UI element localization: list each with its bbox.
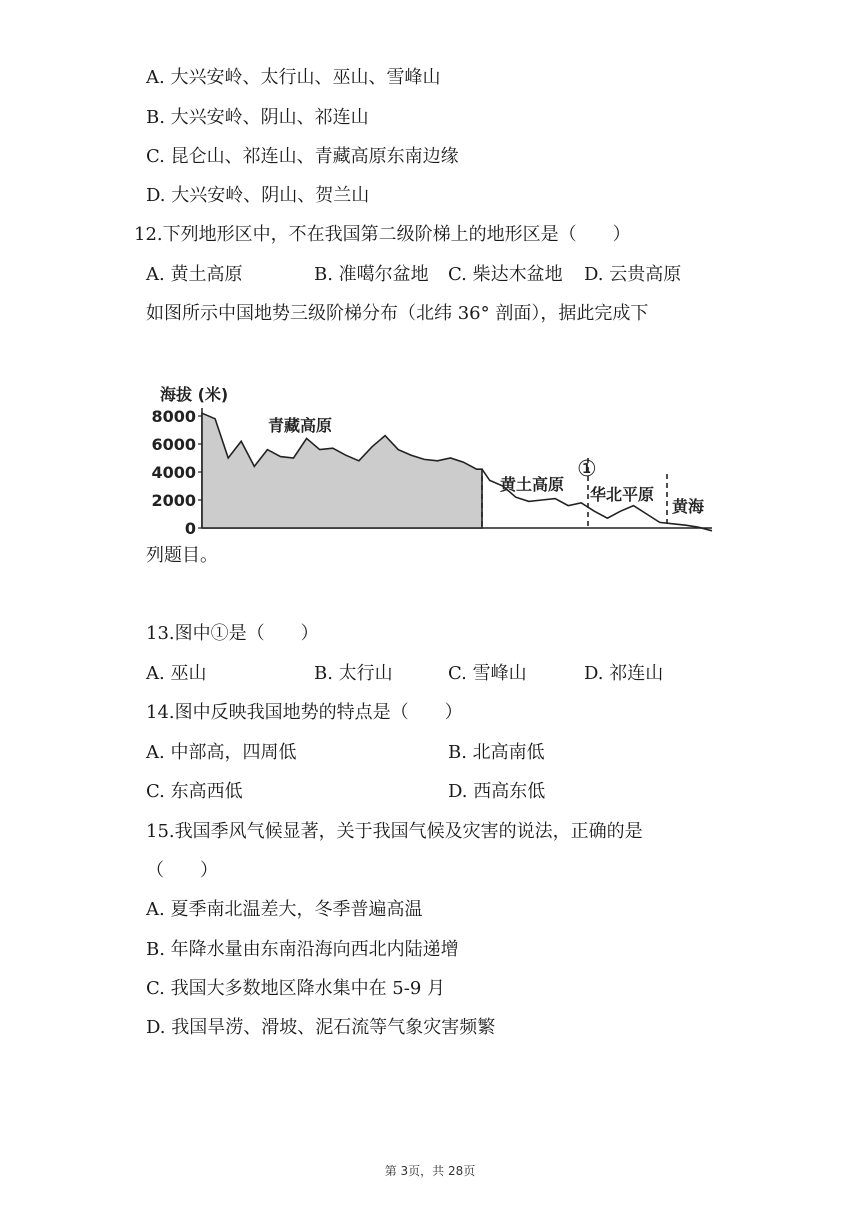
- y-axis-ticks: [151, 407, 202, 538]
- q15-option-b: B. 年降水量由东南沿海向西北内陆递增: [146, 939, 459, 960]
- q15-option-a: A. 夏季南北温差大，冬季普遍高温: [146, 899, 423, 920]
- intro-text-line1: 如图所示中国地势三级阶梯分布（北纬 36° 剖面），据此完成下: [146, 303, 649, 324]
- region-label-north-china-plain: 华北平原: [590, 485, 655, 504]
- q12-option-b: B. 准噶尔盆地: [314, 264, 429, 285]
- y-tick-label: 0: [184, 519, 196, 538]
- q13-option-d: D. 祁连山: [584, 663, 664, 684]
- q14-stem: 14.图中反映我国地势的特点是（ ）: [146, 702, 463, 723]
- region-label-loess: 黄土高原: [500, 475, 565, 494]
- q15-stem: 15.我国季风气候显著，关于我国气候及灾害的说法，正确的是: [146, 821, 643, 842]
- elevation-profile-area: [202, 413, 482, 528]
- page-footer: 第 3页，共 28页: [384, 1164, 476, 1178]
- region-label-yellow-sea: 黄海: [672, 497, 705, 516]
- q11-option-a: A. 大兴安岭、太行山、巫山、雪峰山: [146, 67, 441, 88]
- y-tick-label: 8000: [151, 407, 196, 426]
- y-axis-label: 海拔 (米): [160, 385, 229, 404]
- y-tick-label: 2000: [151, 491, 196, 510]
- q15-option-d: D. 我国旱涝、滑坡、泥石流等气象灾害频繁: [146, 1017, 496, 1038]
- region-label-qinghai-tibet: 青藏高原: [268, 416, 333, 435]
- y-tick-label: 4000: [151, 463, 196, 482]
- q15-option-c: C. 我国大多数地区降水集中在 5-9 月: [146, 978, 446, 999]
- q11-option-d: D. 大兴安岭、阴山、贺兰山: [146, 185, 370, 206]
- q13-option-a: A. 巫山: [146, 663, 207, 684]
- y-tick-label: 6000: [151, 435, 196, 454]
- intro-text-line2: 列题目。: [146, 545, 218, 566]
- q13-option-b: B. 太行山: [314, 663, 393, 684]
- q14-option-b: B. 北高南低: [448, 742, 545, 763]
- q13-stem: 13.图中①是（ ）: [146, 623, 319, 644]
- marker-label: ①: [577, 457, 597, 482]
- q14-option-d: D. 西高东低: [448, 781, 546, 802]
- q12-option-d: D. 云贵高原: [584, 264, 682, 285]
- terrain-profile-chart: [140, 376, 720, 542]
- q15-stem-bracket: （ ）: [146, 860, 218, 881]
- q11-option-c: C. 昆仑山、祁连山、青藏高原东南边缘: [146, 146, 459, 167]
- q12-option-a: A. 黄土高原: [146, 264, 243, 285]
- q12-stem: 12.下列地形区中，不在我国第二级阶梯上的地形区是（ ）: [134, 224, 631, 245]
- q13-option-c: C. 雪峰山: [448, 663, 527, 684]
- q12-option-c: C. 柴达木盆地: [448, 264, 563, 285]
- q11-option-b: B. 大兴安岭、阴山、祁连山: [146, 107, 369, 128]
- q14-option-c: C. 东高西低: [146, 781, 243, 802]
- q14-option-a: A. 中部高，四周低: [146, 742, 297, 763]
